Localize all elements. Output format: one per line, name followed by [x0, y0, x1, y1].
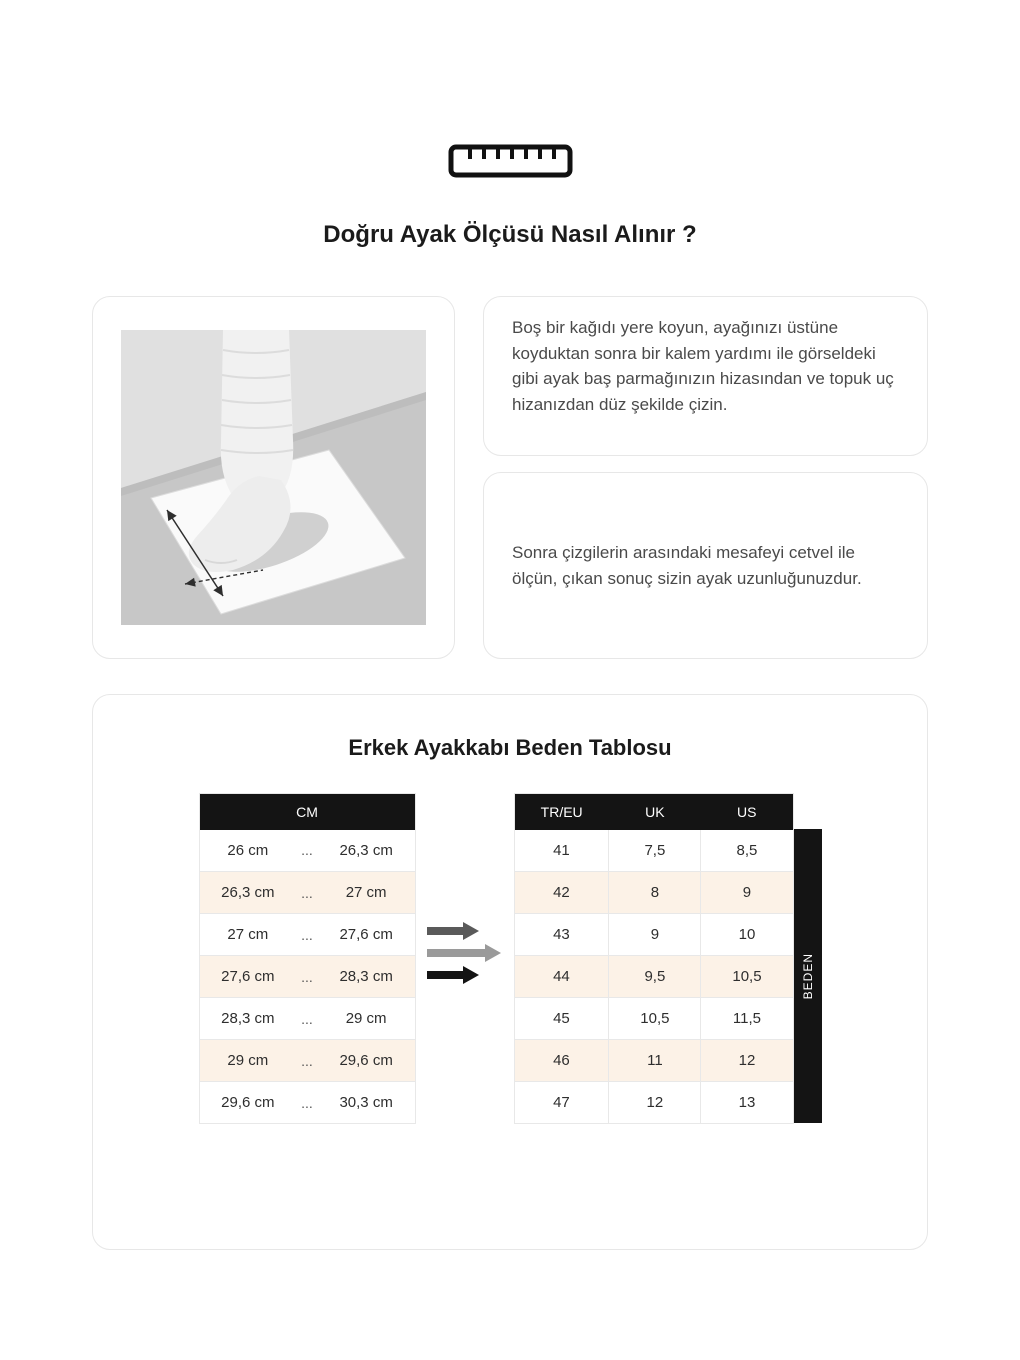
ruler-icon	[448, 142, 573, 185]
size-table-wrap	[514, 793, 822, 1124]
beden-side-label	[794, 829, 822, 1123]
size-table-header-treu: TR/EU	[514, 794, 609, 830]
cm-separator: ...	[296, 956, 318, 998]
size-treu: 45	[514, 998, 609, 1040]
size-us: 10	[701, 914, 793, 956]
page-title: Doğru Ayak Ölçüsü Nasıl Alınır ?	[323, 221, 697, 248]
instruction-card-1	[483, 296, 928, 456]
conversion-arrows-icon	[416, 921, 514, 985]
cm-min: 26,3 cm	[199, 872, 296, 914]
table-row	[514, 1040, 793, 1082]
cm-min: 26 cm	[199, 830, 296, 872]
table-row	[199, 956, 415, 998]
cm-max: 27 cm	[318, 872, 415, 914]
cm-table-header: CM	[199, 794, 415, 830]
cm-separator: ...	[296, 1040, 318, 1082]
size-treu: 44	[514, 956, 609, 998]
beden-label-text: BEDEN	[800, 952, 815, 1000]
size-us: 8,5	[701, 830, 793, 872]
cm-separator: ...	[296, 1082, 318, 1124]
cm-separator: ...	[296, 998, 318, 1040]
cm-table	[199, 793, 416, 1124]
size-us: 11,5	[701, 998, 793, 1040]
cm-min: 27 cm	[199, 914, 296, 956]
measurement-photo-card	[92, 296, 455, 659]
instructions-section	[0, 296, 1020, 659]
cm-min: 28,3 cm	[199, 998, 296, 1040]
cm-max: 30,3 cm	[318, 1082, 415, 1124]
table-row	[199, 1040, 415, 1082]
instruction-cards	[483, 296, 928, 659]
cm-max: 29 cm	[318, 998, 415, 1040]
table-row	[199, 872, 415, 914]
size-treu: 42	[514, 872, 609, 914]
size-uk: 10,5	[609, 998, 701, 1040]
table-row	[514, 956, 793, 998]
table-row	[514, 830, 793, 872]
size-uk: 8	[609, 872, 701, 914]
size-chart-card	[92, 694, 928, 1250]
size-chart-tables	[93, 793, 927, 1124]
table-row	[199, 830, 415, 872]
size-table-header-us: US	[701, 794, 793, 830]
cm-table-header-row	[199, 794, 415, 830]
size-table-header-row	[514, 794, 793, 830]
cm-max: 28,3 cm	[318, 956, 415, 998]
size-treu: 41	[514, 830, 609, 872]
size-table	[514, 793, 794, 1124]
size-us: 10,5	[701, 956, 793, 998]
size-uk: 11	[609, 1040, 701, 1082]
table-row	[514, 1082, 793, 1124]
size-uk: 7,5	[609, 830, 701, 872]
size-uk: 12	[609, 1082, 701, 1124]
size-us: 9	[701, 872, 793, 914]
size-uk: 9,5	[609, 956, 701, 998]
table-row	[514, 998, 793, 1040]
table-row	[199, 998, 415, 1040]
size-treu: 47	[514, 1082, 609, 1124]
size-uk: 9	[609, 914, 701, 956]
instruction-text-1: Boş bir kağıdı yere koyun, ayağınızı üstüne koyduktan sonra bir kalem yardımı ile görseldeki gibi ayak baş parmağınızın hizasından ve topuk uç hizanızdan düz şekilde çizin.	[512, 318, 894, 414]
size-treu: 43	[514, 914, 609, 956]
size-us: 13	[701, 1082, 793, 1124]
table-row	[199, 1082, 415, 1124]
size-chart-title: Erkek Ayakkabı Beden Tablosu	[348, 735, 672, 760]
cm-max: 27,6 cm	[318, 914, 415, 956]
cm-min: 29 cm	[199, 1040, 296, 1082]
size-table-header-uk: UK	[609, 794, 701, 830]
cm-min: 27,6 cm	[199, 956, 296, 998]
cm-separator: ...	[296, 830, 318, 872]
size-treu: 46	[514, 1040, 609, 1082]
instruction-card-2	[483, 472, 928, 659]
cm-max: 26,3 cm	[318, 830, 415, 872]
cm-min: 29,6 cm	[199, 1082, 296, 1124]
size-us: 12	[701, 1040, 793, 1082]
table-row	[514, 872, 793, 914]
cm-max: 29,6 cm	[318, 1040, 415, 1082]
table-row	[199, 914, 415, 956]
cm-separator: ...	[296, 872, 318, 914]
cm-separator: ...	[296, 914, 318, 956]
foot-measurement-photo	[121, 330, 426, 625]
instruction-text-2: Sonra çizgilerin arasındaki mesafeyi cetvel ile ölçün, çıkan sonuç sizin ayak uzunluğunuzdur.	[512, 543, 862, 588]
table-row	[514, 914, 793, 956]
